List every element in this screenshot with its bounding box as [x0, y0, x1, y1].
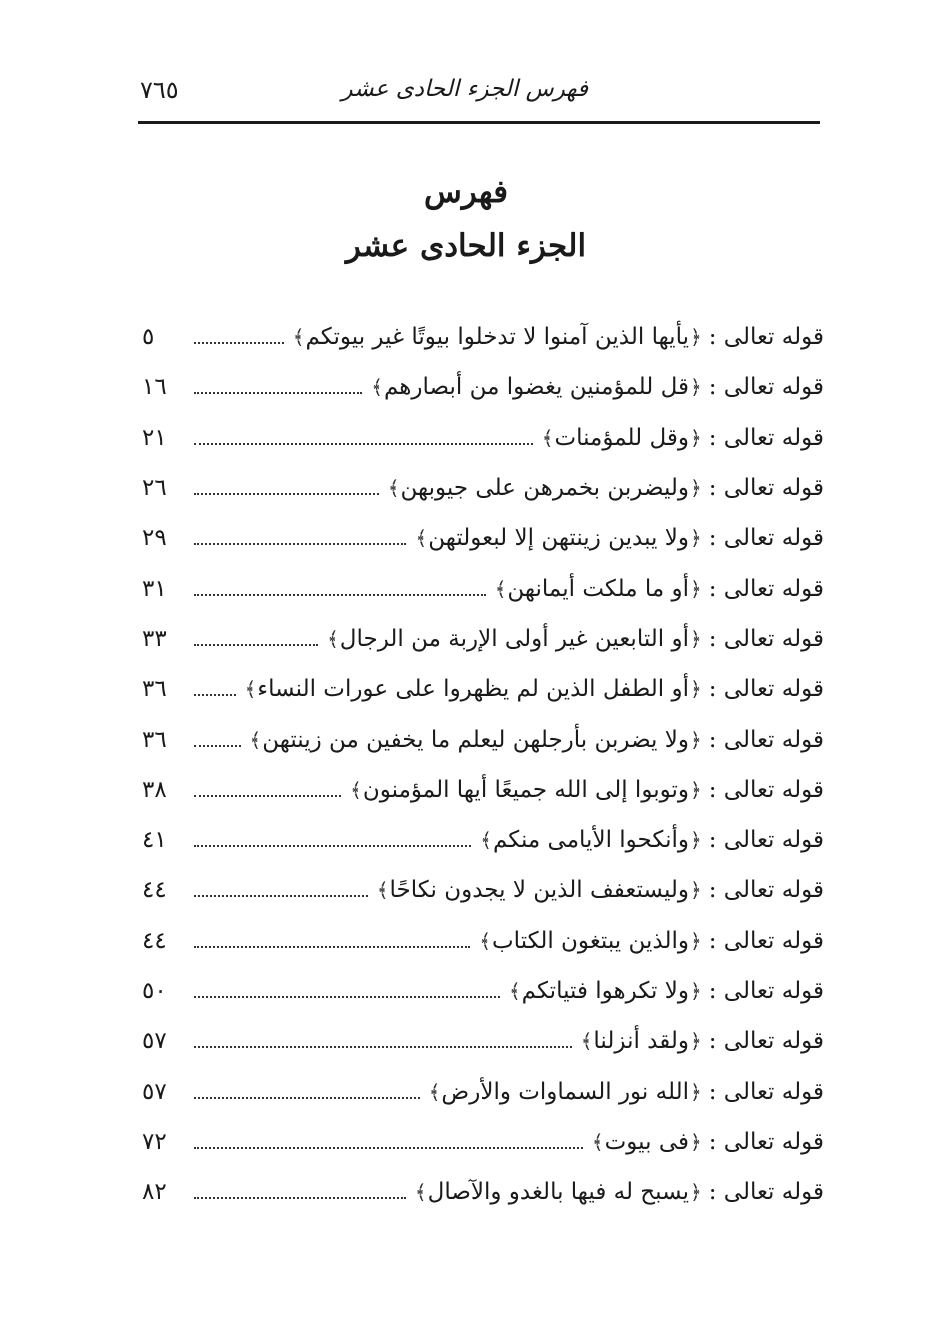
toc-entry-page: ٣٦ [142, 726, 167, 753]
dot-leader [194, 1197, 406, 1199]
toc-entry-verse-text: قل للمؤمنين يغضوا من أبصارهم [384, 374, 689, 401]
dot-leader [194, 543, 406, 545]
toc-entry-verse [326, 626, 703, 652]
toc-entry [142, 513, 824, 563]
toc-entry-page: ٣٦ [142, 676, 167, 703]
toc-entry [142, 362, 824, 412]
toc-entry [142, 1117, 824, 1167]
toc-entry-page: ٤٤ [142, 877, 167, 904]
toc-entry-verse-text: والذين يبتغون الكتاب [492, 927, 689, 954]
toc-entry-verse-text: أو الطفل الذين لم يظهروا على عورات النساء [257, 676, 689, 703]
toc-entry-verse-text: وقل للمؤمنات [554, 424, 689, 451]
toc-entry [142, 463, 824, 513]
toc-entry [142, 765, 824, 815]
toc-entry-lead: قوله تعالى : [708, 1078, 824, 1105]
toc-entry-lead: قوله تعالى : [708, 324, 824, 351]
toc-entry-verse-text: الله نور السماوات والأرض [441, 1078, 689, 1105]
toc-entry-lead: قوله تعالى : [708, 575, 824, 602]
quran-open-bracket-icon: ﴿ [690, 375, 702, 400]
toc-entry [142, 714, 824, 764]
toc-entry-verse-text: ولا يبدين زينتهن إلا لبعولتهن [428, 525, 689, 552]
quran-open-bracket-icon: ﴿ [690, 727, 702, 752]
toc-entry-page: ٣٣ [142, 625, 167, 652]
dot-leader [194, 845, 471, 847]
quran-open-bracket-icon: ﴿ [690, 878, 702, 903]
quran-close-bracket-icon: ﴾ [479, 928, 492, 953]
quran-close-bracket-icon: ﴾ [371, 375, 383, 400]
dot-leader [194, 996, 500, 998]
quran-open-bracket-icon: ﴿ [690, 576, 702, 601]
toc-entry [142, 1016, 824, 1066]
toc-entry-verse-text: ولا يضربن بأرجلهن ليعلم ما يخفين من زينتهن [262, 726, 689, 753]
toc-entry-page: ٣١ [142, 575, 167, 602]
quran-close-bracket-icon: ﴾ [508, 979, 521, 1003]
toc-entry-verse-text: يأيها الذين آمنوا لا تدخلوا بيوتًا غير بيوتكم [305, 324, 689, 351]
toc-entry [142, 312, 824, 362]
toc-entry-verse-text: وليضربن بخمرهن على جيوبهن [400, 475, 689, 502]
toc-entry-page: ٤٤ [142, 927, 167, 954]
quran-open-bracket-icon: ﴿ [690, 1029, 702, 1054]
toc-entry-page: ٢٦ [142, 475, 167, 502]
quran-open-bracket-icon: ﴿ [690, 425, 702, 450]
toc-entry-verse [387, 475, 703, 501]
index-title: فهرس [423, 174, 509, 210]
toc-entry [142, 1066, 824, 1116]
toc-entry-lead: قوله تعالى : [708, 726, 824, 753]
toc-entry-lead: قوله تعالى : [708, 877, 824, 904]
toc-entry-lead: قوله تعالى : [708, 776, 824, 803]
quran-open-bracket-icon: ﴿ [690, 677, 702, 702]
toc-entry-verse [479, 827, 702, 853]
quran-close-bracket-icon: ﴾ [327, 626, 339, 651]
quran-close-bracket-icon: ﴾ [414, 1180, 427, 1205]
toc-entry-verse-text: يسبح له فيها بالغدو والآصال [427, 1179, 689, 1206]
quran-close-bracket-icon: ﴾ [376, 878, 389, 903]
toc-entry-verse [428, 1079, 703, 1105]
quran-close-bracket-icon: ﴾ [541, 425, 554, 450]
toc-entry [142, 413, 824, 463]
toc-entry-page: ٢١ [142, 424, 167, 451]
toc-entry-lead: قوله تعالى : [708, 1179, 824, 1206]
toc-entry-lead: قوله تعالى : [708, 1128, 824, 1155]
toc-entry-verse [591, 1129, 703, 1155]
quran-open-bracket-icon: ﴿ [690, 325, 702, 350]
toc-entry [142, 1167, 824, 1217]
dot-leader [194, 745, 241, 747]
toc-entry-verse [541, 425, 703, 451]
toc-entry [142, 614, 824, 664]
quran-close-bracket-icon: ﴾ [480, 828, 492, 853]
quran-close-bracket-icon: ﴾ [249, 727, 262, 752]
toc-entry-verse-text: وأنكحوا الأيامى منكم [492, 827, 689, 854]
toc-entry-verse-text: فى بيوت [604, 1128, 689, 1155]
dot-leader [194, 493, 379, 495]
quran-open-bracket-icon: ﴿ [690, 1129, 702, 1154]
toc-entry-page: ٥٧ [142, 1078, 167, 1105]
quran-open-bracket-icon: ﴿ [690, 1180, 702, 1205]
toc-entry-verse-text: ولا تكرهوا فتياتكم [521, 978, 689, 1004]
quran-open-bracket-icon: ﴿ [690, 1079, 702, 1104]
quran-close-bracket-icon: ﴾ [415, 526, 428, 551]
toc-entry-lead: قوله تعالى : [708, 525, 824, 552]
toc-entry-verse [249, 727, 703, 753]
toc-entry-page: ٥٠ [142, 978, 167, 1004]
dot-leader [194, 895, 368, 897]
quran-close-bracket-icon: ﴾ [350, 777, 362, 802]
quran-close-bracket-icon: ﴾ [244, 677, 257, 702]
volume-title: الجزء الحادى عشر [345, 228, 587, 264]
quran-open-bracket-icon: ﴿ [690, 928, 702, 953]
toc-entry-verse-text: أو ما ملكت أيمانهن [507, 575, 689, 602]
toc-entry-verse [494, 576, 703, 602]
quran-close-bracket-icon: ﴾ [428, 1079, 441, 1104]
running-title: فهرس الجزء الحادى عشر [341, 76, 588, 102]
toc-entry-verse [292, 324, 703, 350]
dot-leader [194, 342, 284, 344]
quran-close-bracket-icon: ﴾ [387, 476, 400, 501]
toc-entry-verse [376, 877, 703, 903]
toc-entry-lead: قوله تعالى : [708, 424, 824, 451]
quran-open-bracket-icon: ﴿ [690, 777, 702, 802]
toc-entry-lead: قوله تعالى : [708, 625, 824, 652]
toc-entry-verse [508, 978, 703, 1004]
dot-leader [194, 694, 236, 696]
toc-entry-verse-text: وليستعفف الذين لا يجدون نكاحًا [389, 877, 689, 904]
dot-leader [194, 594, 486, 596]
dot-leader [194, 644, 318, 646]
toc-entry [142, 815, 824, 865]
toc-entry-verse [414, 525, 702, 551]
toc-entry-verse [370, 374, 702, 400]
dot-leader [194, 392, 362, 394]
toc-entry-verse [478, 928, 702, 954]
toc-entry-lead: قوله تعالى : [708, 1028, 824, 1055]
toc-entry-verse [244, 676, 703, 702]
dot-leader [194, 946, 470, 948]
toc-entry-page: ١٦ [142, 374, 167, 401]
quran-close-bracket-icon: ﴾ [591, 1129, 604, 1154]
toc-entry [142, 563, 824, 613]
header-rule [138, 121, 820, 124]
dot-leader [194, 1097, 420, 1099]
dot-leader [194, 443, 533, 445]
toc-entry-lead: قوله تعالى : [708, 374, 824, 401]
toc-entry-lead: قوله تعالى : [708, 927, 824, 954]
quran-open-bracket-icon: ﴿ [690, 979, 702, 1003]
quran-close-bracket-icon: ﴾ [292, 325, 305, 350]
toc-entry-verse-text: وتوبوا إلى الله جميعًا أيها المؤمنون [362, 776, 689, 803]
toc-entry [142, 664, 824, 714]
toc-entry-lead: قوله تعالى : [708, 676, 824, 703]
quran-open-bracket-icon: ﴿ [690, 526, 702, 551]
toc-entry-verse-text: ولقد أنزلنا [593, 1028, 689, 1055]
toc-entry [142, 865, 824, 915]
quran-open-bracket-icon: ﴿ [690, 626, 702, 651]
quran-open-bracket-icon: ﴿ [690, 476, 702, 501]
dot-leader [194, 1046, 572, 1048]
toc-entry-page: ٧٢ [142, 1128, 167, 1155]
toc-entry-page: ٤١ [142, 827, 167, 854]
toc-entry-lead: قوله تعالى : [708, 978, 824, 1004]
toc-entry [142, 916, 824, 966]
toc-entry-page: ٢٩ [142, 525, 167, 552]
toc-entry-verse [580, 1028, 703, 1054]
toc-entry-page: ٥٧ [142, 1028, 167, 1055]
table-of-contents [142, 312, 824, 1217]
toc-entry-verse [414, 1179, 703, 1205]
toc-entry-lead: قوله تعالى : [708, 827, 824, 854]
dot-leader [194, 795, 341, 797]
toc-entry-verse-text: أو التابعين غير أولى الإربة من الرجال [339, 625, 689, 652]
toc-entry-page: ٣٨ [142, 776, 167, 803]
running-header [138, 72, 820, 120]
quran-close-bracket-icon: ﴾ [494, 576, 507, 601]
toc-entry-page: ٥ [142, 324, 155, 351]
toc-entry-verse [349, 777, 703, 803]
toc-entry [142, 966, 824, 1016]
dot-leader [194, 1147, 583, 1149]
quran-close-bracket-icon: ﴾ [580, 1029, 593, 1054]
toc-entry-lead: قوله تعالى : [708, 475, 824, 502]
page-number: ٧٦٥ [140, 76, 179, 104]
quran-open-bracket-icon: ﴿ [690, 828, 702, 853]
toc-entry-page: ٨٢ [142, 1179, 167, 1206]
